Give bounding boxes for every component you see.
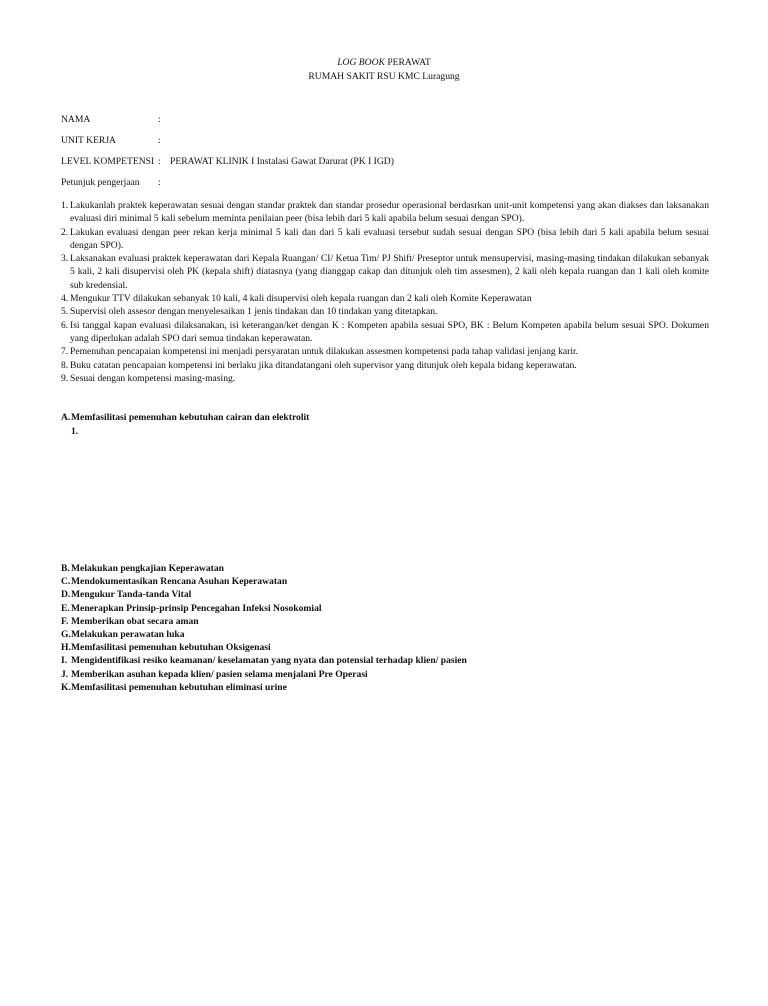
section-letter: F. — [61, 615, 69, 627]
instruction-text: Mengukur TTV dilakukan sebanyak 10 kali, 4 kali disupervisi oleh kepala ruangan dan 2 kali oleh Komite Keperawatan — [70, 293, 532, 305]
field-petunjuk-sep: : — [158, 177, 161, 188]
instruction-number: 6. — [61, 319, 69, 331]
section-heading — [61, 641, 467, 654]
instruction-number: 1. — [61, 200, 69, 211]
instruction-text: Buku catatan pencapaian kompetensi ini berlaku jika ditandatangani oleh supervisor yang ditunjuk oleh kepala bidang keperawatan. — [70, 359, 577, 371]
section-letter: J. — [61, 668, 69, 680]
section-title: Memfasilitasi pemenuhan kebutuhan eliminasi urine — [71, 681, 287, 693]
section-title: Melakukan perawatan luka — [71, 629, 185, 641]
section-heading — [61, 681, 467, 694]
instruction-text: Isi tanggal kapan evaluasi dilaksanakan, isi keterangan/ket dengan K : Kompeten apabila sesuai SPO, BK : Belum Kompeten apabila belum sesuai SPO. Dokumen yang diperlukan adalah SPO dari semua tindakan keperawatan. — [70, 319, 709, 344]
title-rest: PERAWAT — [384, 57, 431, 68]
instruction-item — [61, 252, 709, 292]
section-letter: A. — [61, 412, 71, 423]
field-level-sep: : — [158, 156, 161, 167]
section-heading — [61, 562, 467, 575]
section-heading — [61, 588, 467, 601]
instruction-number: 4. — [61, 293, 69, 305]
section-letter: C. — [61, 576, 71, 588]
field-level-label: LEVEL KOMPETENSI — [61, 156, 155, 167]
instruction-item — [61, 226, 709, 253]
field-petunjuk — [61, 177, 170, 189]
field-unit-kerja — [61, 135, 170, 147]
section-title: Memfasilitasi pemenuhan kebutuhan Oksigenasi — [71, 642, 271, 654]
section-letter: I. — [61, 655, 68, 667]
section-letter: B. — [61, 563, 70, 574]
instruction-number: 2. — [61, 226, 69, 238]
field-nama-label: NAMA — [61, 114, 91, 125]
section-heading — [61, 654, 467, 667]
section-title: Mengidentifikasi resiko keamanan/ keselamatan yang nyata dan potensial terhadap klien/ pasien — [71, 655, 467, 667]
instruction-number: 7. — [61, 346, 69, 358]
instruction-text: Sesuai dengan kompetensi masing-masing. — [70, 372, 236, 384]
field-petunjuk-label: Petunjuk pengerjaan — [61, 177, 140, 188]
section-a-subitem: 1. — [71, 426, 79, 437]
field-nama — [61, 114, 170, 126]
section-heading — [61, 668, 467, 681]
section-title: Memberikan asuhan kepada klien/ pasien selama menjalani Pre Operasi — [71, 668, 368, 680]
instruction-text: Lakukanlah praktek keperawatan sesuai dengan standar praktek dan standar prosedur operasional berdasrkan unit-unit kompetensi yang akan diakses dan laksanakan evaluasi diri minimal 5 kali sebelum meminta penilaian peer (bisa lebih dari 5 kali apabila belum sesuai dengan SPO). — [70, 200, 709, 225]
section-title: Melakukan pengkajian Keperawatan — [71, 563, 224, 574]
field-unit-label: UNIT KERJA — [61, 135, 116, 146]
instruction-number: 5. — [61, 306, 69, 318]
section-title: Memberikan obat secara aman — [71, 615, 199, 627]
instruction-list — [61, 199, 709, 385]
instruction-item — [61, 372, 709, 385]
instruction-item — [61, 319, 709, 346]
section-heading — [61, 602, 467, 615]
field-level-value: PERAWAT KLINIK I Instalasi Gawat Darurat (PK I IGD) — [170, 156, 394, 167]
instruction-item — [61, 305, 709, 318]
document-subtitle: RUMAH SAKIT RSU KMC Luragung — [308, 71, 460, 82]
instruction-item — [61, 199, 709, 226]
section-letter: H. — [61, 642, 71, 654]
document-title — [0, 57, 768, 69]
section-letter: G. — [61, 629, 71, 641]
instruction-text: Pemenuhan pencapaian kompetensi ini menjadi persyaratan untuk dilakukan assesmen kompetensi pada tahap validasi jenjang karir. — [70, 346, 579, 358]
instruction-number: 9. — [61, 372, 69, 384]
instruction-item — [61, 292, 709, 305]
section-heading — [61, 575, 467, 588]
section-a-heading — [61, 411, 309, 424]
instruction-number: 3. — [61, 253, 69, 265]
section-letter: D. — [61, 589, 71, 601]
section-heading — [61, 615, 467, 628]
competency-section-list — [61, 562, 467, 694]
title-italic: LOG BOOK — [337, 57, 385, 68]
section-letter: K. — [61, 681, 71, 693]
section-title: Menerapkan Prinsip-prinsip Pencegahan Infeksi Nosokomial — [71, 602, 322, 614]
field-level-kompetensi — [61, 156, 394, 168]
field-unit-sep: : — [158, 135, 161, 146]
section-title: Memfasilitasi pemenuhan kebutuhan cairan dan elektrolit — [71, 412, 310, 423]
field-nama-sep: : — [158, 114, 161, 125]
section-title: Mengukur Tanda-tanda Vital — [71, 589, 192, 601]
section-title: Mendokumentasikan Rencana Asuhan Keperawatan — [71, 576, 288, 588]
instruction-item — [61, 359, 709, 372]
instruction-number: 8. — [61, 359, 69, 371]
section-heading — [61, 628, 467, 641]
instruction-text: Lakukan evaluasi dengan peer rekan kerja minimal 5 kali dan dari 5 kali evaluasi tersebut sudah sesuai dengan SPO (bisa lebih dari 5 kali apabila belum sesuai dengan SPO). — [70, 226, 709, 251]
section-letter: E. — [61, 602, 70, 614]
instruction-text: Supervisi oleh assesor dengan menyelesaikan 1 jenis tindakan dan 10 tindakan yang ditetapkan. — [70, 306, 438, 318]
instruction-item — [61, 345, 709, 358]
instruction-text: Laksanakan evaluasi praktek keperawatan dari Kepala Ruangan/ CI/ Ketua Tim/ PJ Shift/ Preseptor untuk mensupervisi, masing-masing tindakan dilakukan sebanyak 5 kali, 2 kali disupervisi oleh PK (kepala shift) diatasnya (yang dianggap cakap dan ditunjuk oleh tim assesmen), 2 kali oleh kepala ruangan dan 1 kali oleh komite sub kredensial. — [70, 253, 709, 291]
